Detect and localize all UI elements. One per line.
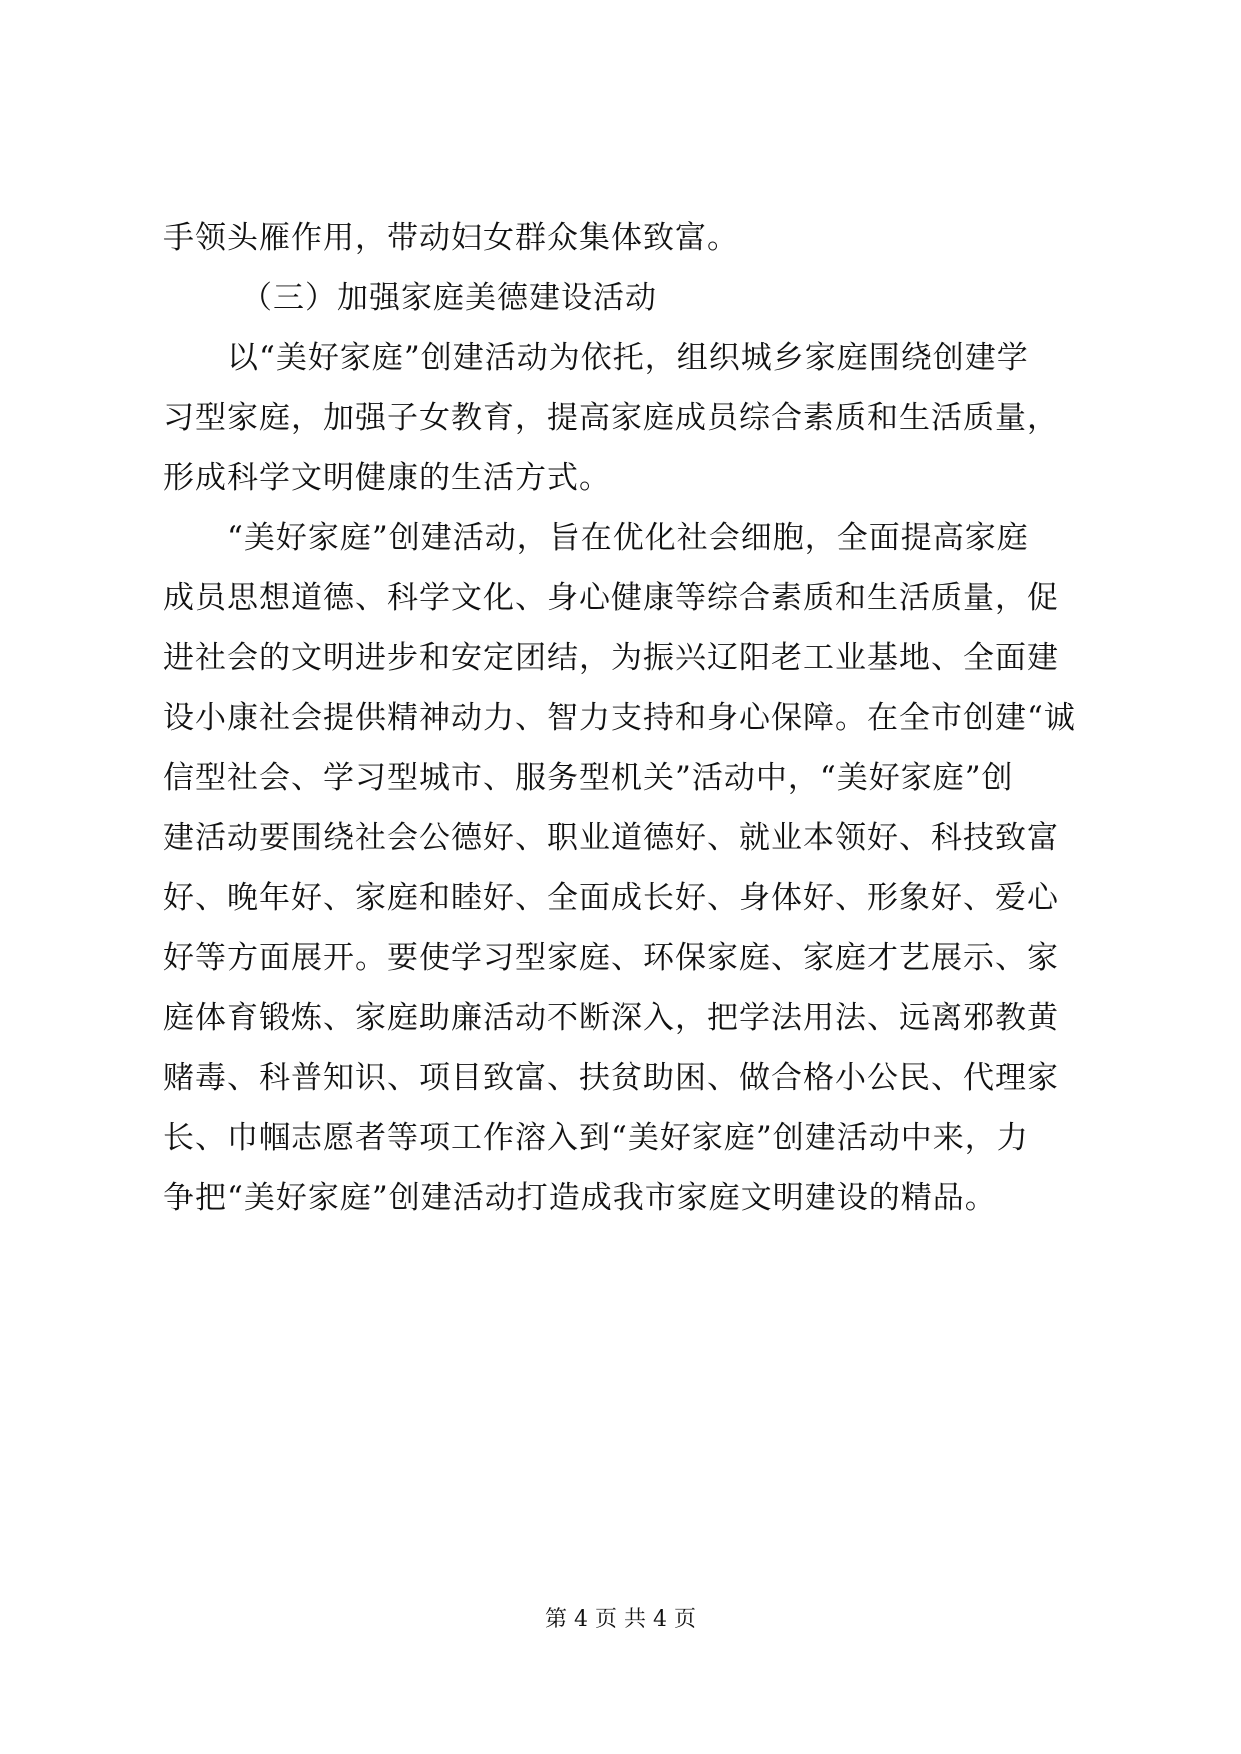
paragraph-line: 设小康社会提供精神动力、智力支持和身心保障。在全市创建“诚 bbox=[163, 700, 1076, 736]
paragraph-line: 成员思想道德、科学文化、身心健康等综合素质和生活质量，促 bbox=[163, 580, 1059, 616]
section-heading: （三）加强家庭美德建设活动 bbox=[241, 280, 657, 316]
paragraph-line: 形成科学文明健康的生活方式。 bbox=[163, 460, 611, 496]
paragraph-line: 习型家庭，加强子女教育，提高家庭成员综合素质和生活质量， bbox=[163, 400, 1059, 436]
paragraph-line: 长、巾帼志愿者等项工作溶入到“美好家庭”创建活动中来，力 bbox=[163, 1120, 1029, 1156]
paragraph-line: 庭体育锻炼、家庭助廉活动不断深入，把学法用法、远离邪教黄 bbox=[163, 1000, 1059, 1036]
paragraph-line: 以“美好家庭”创建活动为依托，组织城乡家庭围绕创建学 bbox=[227, 340, 1029, 376]
paragraph-line: 争把“美好家庭”创建活动打造成我市家庭文明建设的精品。 bbox=[163, 1180, 997, 1216]
paragraph-line: 好、晚年好、家庭和睦好、全面成长好、身体好、形象好、爱心 bbox=[163, 880, 1059, 916]
paragraph-line: 手领头雁作用，带动妇女群众集体致富。 bbox=[163, 220, 739, 256]
document-body bbox=[163, 208, 1083, 1228]
paragraph-line: 赌毒、科普知识、项目致富、扶贫助困、做合格小公民、代理家 bbox=[163, 1060, 1059, 1096]
paragraph-line: 建活动要围绕社会公德好、职业道德好、就业本领好、科技致富 bbox=[163, 820, 1059, 856]
paragraph-line: 好等方面展开。要使学习型家庭、环保家庭、家庭才艺展示、家 bbox=[163, 940, 1059, 976]
paragraph-line: “美好家庭”创建活动，旨在优化社会细胞，全面提高家庭 bbox=[227, 520, 1029, 556]
page-number-footer: 第 4 页 共 4 页 bbox=[545, 1607, 696, 1632]
paragraph-line: 信型社会、学习型城市、服务型机关”活动中，“美好家庭”创 bbox=[163, 760, 1014, 796]
paragraph-line: 进社会的文明进步和安定团结，为振兴辽阳老工业基地、全面建 bbox=[163, 640, 1059, 676]
